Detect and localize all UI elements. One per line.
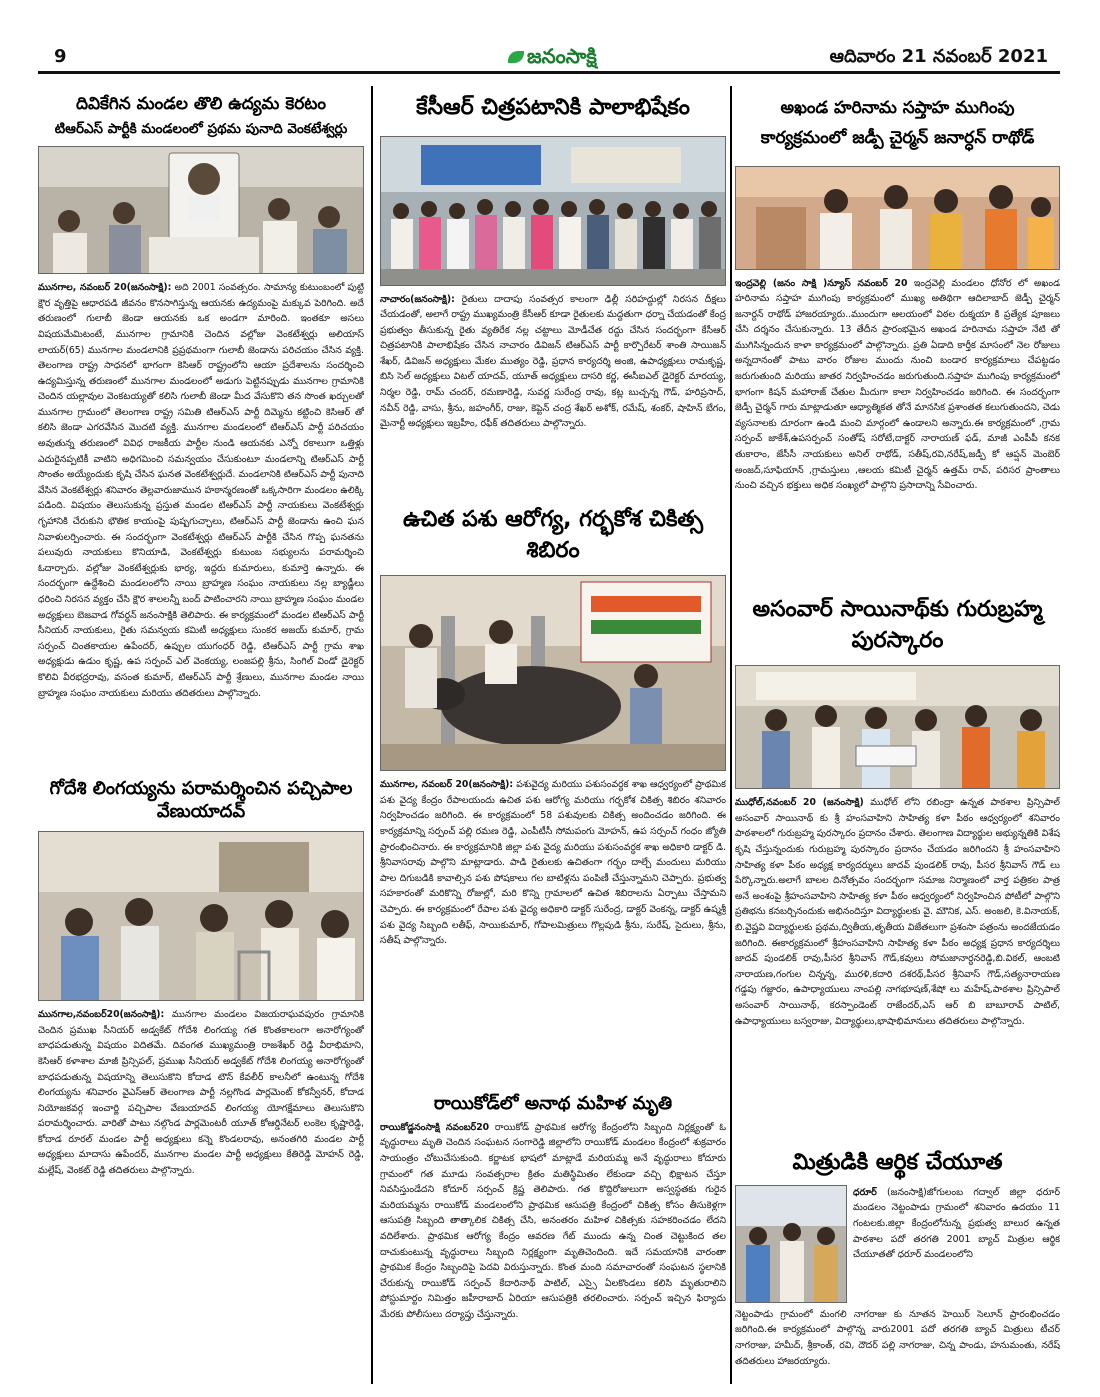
edition-date: ఆదివారం 21 నవంబర్ 2021 [829, 46, 1048, 67]
subheadline: టిఆర్ఎస్ పార్టీకి మండలంలో ప్రథమ పునాది వెంకటేశ్వర్లు [54, 121, 348, 138]
story-body: నాచారం(జనంసాక్షి): రైతులు దాదాపు సంవత్సర కాలంగా ఢిల్లీ సరిహద్దుల్లో నిరసన దీక్షలు చేయడంతో, అలాగే రాష్ట్ర ముఖ్యమంత్రి కేసీఆర్ కూడా రైతులకు మద్దతుగా ధర్నా చేయడంతో కేంద్ర ప్రభుత్వం తీసుకున్న రైతు వ్యతిరేక నల్ల చట్టాలు మోడీచేత రద్దు చేసిన సందర్భంగా కేసీఆర్ చిత్రపటానికి పాలాభిషేకం చేసిన నాచారం డివిజన్ టిఆర్ఎస్ పార్టీ కార్పొరేటర్ శాంతి సాయిజన్ శేఖర్, డివిజన్ అధ్యక్షులు మేకల ముత్యం రెడ్డి, ప్రధాన కార్యదర్శి అంజి, ఉపాధ్యక్షులు రామకృష్ణ, బిసి సెల్ అధ్యక్షులు విటల్ యాదవ్, యూత్ అధ్యక్షులు దాసరి కర్ణ, ఈసీఐఎల్ డైరెక్టర్ మారయ్య, నిర్మల రెడ్డి, రామ్ చందర్, రమణారెడ్డి, సువర్ణ సురేంద్ర రావు, కట్ల బుచ్చన్న గౌడ్, హరిప్రసాద్, నవీన్ రెడ్డి, వాసు, శ్రీను, జహంగీర్, రాజు, కెప్టెన్ చంద్ర శేఖర్ అశోక్, రమేష్, శంకర్, షాహిన్ బేగం, మైనార్టీ అధ్యక్షులు ఇబ్రహీం, రఫీక్ తదితరులు పాల్గొన్నారు. [380, 293, 726, 430]
story-body: మునగాల, నవంబర్ 20(జనంసాక్షి): పశువైద్య మరియు పశుసంవర్ధక శాఖ ఆధ్వర్యంలో ప్రాథమిక పశు వైద్య కేంద్రం రేపాలయందు ఉచిత పశు ఆరోగ్య మరియు గర్భకోశ చికిత్స శిబిరం శనివారం నిర్వహించడం జరిగింది. ఈ కార్యక్రమంలో 58 పశువులకు చికిత్స అందించడం జరిగింది. ఈ కార్యక్రమాన్ని సర్పంచ్ పల్లి రమణ రెడ్డి, ఎంపీటీసీ సోమపంగు మోహన్, ఉప సర్పంచ్ గంధం జ్యోతి ప్రారంభించినారు. ఈ కార్యక్రమానికి జిల్లా పశు వైద్య మరియు పశుసంవర్ధక శాఖ అధికారి డాక్టర్ డి. శ్రీనివాసరావు పాల్గొని మాట్లాడారు. పాడి రైతులకు ఉచితంగా గర్భం దాల్చే మందులు మరియు పాల దిగుబడికి కావాల్సిన పశు పోషకాలు గల బాటిళ్లను పంపిణీ చేస్తున్నామని చెప్పారు. ప్రభుత్వ సహకారంతో మరికొన్ని రోజుల్లో, మరి కొన్ని గ్రామాలలో ఉచిత శిబిరాలను ఏర్పాటు చేస్తామని చెప్పారు. ఈ కార్యక్రమంలో రేపాల పశు వైద్య అధికారి డాక్టర్ సురేంద్ర, డాక్టర్ వెంకన్న, డాక్టర్ ఉష్మశ్రీ పశు వైద్య సిబ్బంది లతీఫ్, సాయికుమార్, గోపాలమిత్రులు గొల్లపుడి శ్రీను, సురేష్, సైదులు, శ్రీను, సతీష్ పాల్గొన్నారు. [380, 779, 726, 947]
story-body: ముధోల్,నవంబర్ 20 (జనంసాక్షి) ముధోల్ లోని రబింద్రా ఉన్నత పాఠశాల ప్రిన్సిపాల్ అసంవార్ సాయినాథ్ కు శ్రీ హంసవాహిని సాహిత్య కళా పీఠం ఆధ్వర్యంలో శనివారం పాఠశాలలో గురుబ్రహ్మ పురస్కారం ప్రదానం చేశారు. తెలంగాణ విద్యార్థుల అభ్యున్నతికి విశేష కృషి చేస్తున్నందుకు గురుబ్రహ్మ పురస్కారం ప్రదానం చేయడం జరిగిందని శ్రీ హంసవాహిని సాహిత్య కళా పీఠం అధ్యక్ష కార్యదర్శులు జాదవ్ పుండలిక్ రావు, పీసర శ్రీనివాస్ గౌడ్ లు పేర్కొన్నారు.అలాగే బాలల దినోత్సవం సందర్భంగా సమాజ నిర్మాణంలో వార్త పత్రికల పాత్ర అనే అంశంపై శ్రీహంసవాహిని సాహిత్య కళా పీఠం ఆధ్వర్యంలో నిర్వహించిన పోటీలో పాల్గొని ప్రతిభను కనబర్చినందుకు అభినందిస్తూ విద్యార్థులకు వై. మౌనిక, ఎస్. అంజలి, కె.వినాయక్, బి.వైష్ణవి విద్యార్థులకు ప్రథమ,ద్వితీయ,తృతీయ విజేతలుగా ప్రశంసా పత్రంను అందజేయడం జరిగింది. ఈకార్యక్రమంలో శ్రీహంసవాహిని సాహిత్య కళా పీఠం అధ్యక్ష ప్రధాన కార్యదర్శిలు జాదవ్ పుండలిక్ రావు,పీసర శ్రీనివాస్ గౌడ్,కవులు సోమజానార్ధనరెడ్డి,బి.విఠల్, ఆంబటి నారాయణ,గంగుల చిన్నన్న, మురళి,కదారి దశరథ్,పీసర శ్రీనివాస్ గౌడ్,సత్యనారాయణ గడ్డపు గజ్జారం, ఉపాధ్యాయులు నాంపల్లి నాగభూషణ్,శేషో లు మహేష్,పాఠశాల ప్రిన్సిపాల్ అసంవార్ సాయినాథ్, కరస్పాండెంట్ రాజేందర్,ఎస్ ఆర్ బి బాబూరావ్ పాటిల్, ఉపాధ్యాయులు బస్వరాజు, విద్యార్థులు,భాషాభిమానులు తదితరులు పాల్గొన్నారు. [735, 797, 1060, 1027]
photo-palabhishekam [380, 136, 726, 286]
headline: అఖండ హరినామ సప్తాహ ముగింపు కార్యక్రమంలో జడ్పీ చైర్మన్ జనార్ధన్ రాథోడ్ [760, 98, 1035, 148]
column-right [735, 86, 1060, 1384]
headline: అసంవార్ సాయినాథ్‌కు గురుబ్రహ్మ పురస్కారం [752, 596, 1043, 654]
photo-friends [735, 1185, 847, 1303]
story-body: ఇంద్రవెల్లి (జనం సాక్షి )న్యూస్ నవంబర్ 20 ఇంద్రవెల్లి మండలం ధోనోర లో అఖండ హరినామ సప్తాహ ముగింపు కార్యక్రమంలో ముఖ్య అతిథిగా ఆదిలాబాద్ జెడ్పీ చైర్మన్ జనార్దన్ రాథోడ్ హాజరయ్యారు..ముందుగా ఆలయంలో విఠల రుక్మయా కి ప్రత్యేక పూజలు చేసి దర్శనం చేసుకున్నారు. 13 తేదీన ప్రారంభమైన అఖండ హరినామ సప్తాహ నేటి తో ముగిసిన్నందున కాళా కార్యక్రమంలో పాల్గొన్నారు. ప్రతి ఏడాది కార్తీక మాసంలో నెల రోజులు అన్నదానంతో పాటు వారం రోజుల ముందు నుంచి బండార కార్యక్రమాలు చేపట్టడం జరుగుతుంది మరియు జాతర నిర్వహించడం జరుగుతుంది.సప్తాహ ముగింపు కార్యక్రమంలో భాగంగా కిషన్ మహారాజ్ చేతుల మీదుగా కాలా నిర్వహించడం జరిగింది. ఈ సందర్భంగా జెడ్పీ చైర్మన్ గారు మాట్లాడుతూ ఆధ్యాత్మికత తోనే మానసిక ప్రశాంతత కలుగుతుందని, చెడు వ్యసనాలకు దూరంగా ఉండి మంచి మార్గంలో ఉండాలని అన్నారు.ఈ కార్యక్రమంలో ,గ్రామ సర్పంచ్ జాకేశ్,ఉపసర్పంచ్ సంతోష్ సరోటే,దాక్టర్ నారాయణ్ ఫడ్, మాజీ ఎంపీపీ కనక తుకారాం, జేసీసీ నాయకులు అనిల్ రాథోడ్, సతీష్,రవి,నరేష్,జడ్పీ కో ఆప్షన్ మెంబెర్ అంజద్,సూఫియాన్ ,గ్రామస్తులు ,ఆలయ కమిటీ చైర్మన్ ఉత్తమ్ రావ్, పరిసర ప్రాంతాలు నుంచి వచ్చిన భక్తులు అధిక సంఖ్యలో పాల్గొని ప్రసాదాన్ని సేవించారు. [735, 277, 1060, 492]
story-dateline: మునగాల, నవంబర్ 20(జనంసాక్షి): [380, 779, 514, 791]
photo-palabhishekam-image [381, 137, 726, 286]
story-dateline: రాయికోడ్జనంసాక్షి నవంబర్20 [380, 1121, 490, 1133]
headline: మిత్రుడికి ఆర్థిక చేయూత [792, 1150, 1003, 1176]
headline: ఉచిత పశు ఆరోగ్య, గర్భకోశ చికిత్స శిబిరం [402, 506, 704, 564]
photo-friends-image [736, 1186, 847, 1303]
photo-veterinary-camp-image [381, 576, 726, 771]
story-body: రాయికోడ్జనంసాక్షి నవంబర్20 రాయికోడ్ ప్రాథమిక ఆరోగ్య కేంద్రంలోని సిబ్బంది నిర్లక్ష్యంతో ఓ వృద్ధురాలు మృతి చెందిన సంఘటన సంగారెడ్డి జిల్లాలోని రాయికోడ్ మండలం కేంద్రంలో శుక్రవారం సాయంత్రం చోటుచేసుకుంది. కర్ణాటక భాషలో మాట్లాడే మరియమ్మ అనే వృద్ధురాలు కోదూరు గ్రామంలో గత మూడు సంవత్సరాల క్రితం మతిస్థిమితం లేకుండా వచ్చి భిక్షాటన చేస్తూ నివసిస్తుండేదని కోదూర్ సర్పంచ్ క్రిష్ణ తెలిపారు. గత కొద్దిరోజులుగా అస్వస్థతకు గురైన మరియమ్మను రాయికోడ్ మండలంలోని ప్రాథమిక ఆసుపత్రి కేంద్రంలో చికిత్స కోసం తీసుకెళ్లగా ఆసుపత్రి సిబ్బంది తాత్కాలిక చికిత్స చేసి, అనంతరం మహిళ చికిత్సకు సహకరించడం లేదని వదిలేశారు. ప్రాథమిక ఆరోగ్య కేంద్రం ఆవరణ గేట్ ముందు ఉన్న చింత చెట్టుకింద తల దాచుకుంటున్న వృద్ధురాలు సిబ్బంది నిర్లక్ష్యంగా మృతిచెందింది. ఇదే సమయానికి వారంతా ప్రాథమిక కేంద్రం సిబ్బందిపై పెదవి విరుస్తున్నారు. కొంత మంది సమాచారంతో సంఘటన స్థలానికి చేరుకున్న రాయికోడ్ సర్పంచ్ కేదారినాథ్ పాటిల్, ఎస్సై ఏలకొండలు కలిసి మృతురాలిని పోస్టుమార్టం నిమిత్తం జహీరాబాద్ ఏరియా ఆసుపత్రికి తరలించారు. సర్పంచ్ ఇచ్చిన ఫిర్యాదు మేరకు పోలీసులు దర్యాప్తు చేస్తున్నారు. [380, 1121, 726, 1320]
column-middle [380, 86, 726, 1384]
story-body: ధరూర్ (జనంసాక్షి)జోగులంబ గద్వాల్ జిల్లా ధరూర్ మండలం నెట్టంపాడు గ్రామంలో శనివారం ఉదయం 11 గంటలకు.జిల్లా కేంద్రంలోనున్న ప్రభుత్వ బాలుర ఉన్నత పాఠశాల పదో తరగతి 2001 బ్యాచ్ మిత్రుల ఆర్థిక చేయూతతో ధరూర్ మండలంలోని [853, 1186, 1060, 1261]
photo-harinama-image [736, 167, 1060, 270]
photo-harinama [735, 166, 1060, 270]
photo-tribute-image [39, 147, 364, 274]
masthead [38, 44, 1060, 74]
column-left [38, 86, 364, 1384]
column-rule [371, 86, 373, 1384]
photo-tribute [38, 146, 364, 274]
story-body: మునగాల,నవంబర్20(జనంసాక్షి): మునగాల మండలం విజయరాఘవపురం గ్రామానికి చెందిన ప్రముఖ సీనియర్ అడ్వకేట్ గోదేశి లింగయ్య గత కొంతకాలంగా అనారోగ్యంతో బాధపడుతున్న విషయం విదితమే. దివంగత ముఖ్యమంత్రి రాజశేఖర్ రెడ్డి వీరాభిమాని, కెసిఆర్ కళాశాల మాజీ ప్రిన్సిపల్, ప్రముఖ సీనియర్ అడ్వకేట్ గోదేశి లింగయ్య అనారోగ్యంతో బాధపడుతున్న విషయాన్ని తెలుసుకొని కోదాడ టౌన్ కేవలీర్ కాలనీలో ఉంటున్న గోదేశి లింగయ్యను శనివారం వైఎస్ఆర్ తెలంగాణ పార్టీ నల్లగొండ పార్లమెంట్ కోకన్వీనర్, కోదాడ నియోజకవర్గ ఇంచార్జి పచ్చిపాల వేణుయాదవ్ లింగయ్య యోగక్షేమాలు తెలుసుకొని పరామర్శించారు. వారితో పాటు నల్గొండ పార్లమెంటరీ యూత్ కోఆర్డినేటర్ లంకెల కృష్ణారెడ్డి, కోదాడ రూరల్ మండల పార్టీ అధ్యక్షులు కన్నె కొండలరావు, అనంతగిరి మండల పార్టీ అధ్యక్షులు మాదాసు ఉపేందర్, మునగాల మండల పార్టీ అధ్యక్షులు కేతిరెడ్డి మోహన్ రెడ్డి, మల్లేష్, వెంకట్ రెడ్డి తదితరులు పాల్గొన్నారు. [38, 1009, 364, 1177]
headline: దివికేగిన మండల తొలి ఉద్యమ కెరటం [75, 94, 327, 114]
story-dateline: మునగాల, నవంబర్ 20(జనంసాక్షి): [38, 282, 172, 294]
story-with-photo [735, 1185, 1060, 1303]
story-dateline: నాచారం(జనంసాక్షి): [380, 293, 455, 305]
story-dateline: ఇంద్రవెల్లి (జనం సాక్షి )న్యూస్ నవంబర్ 20 [735, 277, 908, 289]
leaf-icon [508, 51, 524, 63]
headline: రాయికోడ్‌లో అనాథ మహిళ మృతి [433, 1093, 673, 1115]
story-body: నెట్టంపాడు గ్రామంలో మంగలి నాగరాజు కు నూతన హెయిర్ సెలూన్ ప్రారంభించడం జరిగింది.ఈ కార్యక్రమంలో పాల్గొన్న వారు2001 పదో తరగతి బ్యాచ్ మిత్రులు టీచర్ నాగరాజు, హమీద్, శ్రీకాంత్, రవి, దౌదర్ పల్లి నాగరాజు, చిన్న పాండు, హనుమంతు, నరేష్ తదితరులు హాజరయ్యారు. [735, 1308, 1060, 1367]
page-number: 9 [54, 46, 67, 67]
photo-visit [38, 831, 364, 1001]
photo-award-image [736, 666, 1060, 789]
photo-award [735, 665, 1060, 789]
newspaper-logo: జనంసాక్షి [508, 44, 597, 73]
story-dateline: మునగాల,నవంబర్20(జనంసాక్షి): [38, 1009, 165, 1021]
photo-veterinary-camp [380, 575, 726, 771]
headline: గోదేశి లింగయ్యను పరామర్శించిన పచ్చిపాల వేణుయాదవ్ [49, 778, 353, 822]
story-body: మునగాల, నవంబర్ 20(జనంసాక్షి): అది 2001 సంవత్సరం. సామాన్య కుటుంబంలో పుట్టి క్షౌర వృత్తిపై ఆధారపడి జీవనం కొనసాగిస్తున్న ఆయనకు ఉద్యమంపై మక్కువ పెరిగింది. అదే తరుణంలో గులాబీ జెండా ఆయనకు ఒక అండగా మారింది. ఇంతకూ అసలు విషయమేమిటంటే, మునగాల గ్రామానికి చెందిన వల్లోజు వెంకటేశ్వర్లు అలియాస్ లాయర్(65) మునగాల మండలానికి ప్రప్రథమంగా గులాబీ జెండాను పరిచయం చేసిన వ్యక్తి. తెలంగాణ రాష్ట్ర సాధనలో భాగంగా కెసిఆర్ రాష్ట్రంలోని ఆయా ప్రదేశాలను సందర్శించి ఉద్యమిస్తున్న తరుణంలో మునగాల మండలంలో అడుగు పెట్టినప్పుడు మునగాల గ్రామానికి చెందిన యల్లావుల వెంకటయ్యతో కలిసి గులాబీ జెండా మీద వేసుకొని తన సొంత ఖర్చులతో మునగాల గ్రామంలో తెలంగాణ రాష్ట్ర సమితి టిఆర్ఎస్ పార్టీ దిమ్మెను కట్టించి కెసిఆర్ తో కలిసి జెండా ఎగరవేసిన మొదటి వ్యక్తి. మునగాల మండలంలో టిఆర్ఎస్ పార్టీ పరిచయం అవుతున్న తరుణంలో వివిధ రాజకీయ పార్టీల నుండి ఆయనకు ఎన్నో రకాలుగా ఒత్తిళ్లు ఎదురైనప్పటికీ వాటిని అధిగమించి సమన్వయం చేసుకుంటూ మండలాన్ని టిఆర్ఎస్ పార్టీ సొంతం అయ్యేందుకు కృషి చేసిన ఘనత వెంకటేశ్వర్లుదే. మండలానికి టిఆర్ఎస్ పార్టీ పునాది వేసిన వెంకటేశ్వర్లు శనివారం తెల్లవారుజామున హఠాన్మరణంతో ఒక్కసారిగా మండలం ఉలిక్కి పడింది. విషయం తెలుసుకున్న ప్రస్తుత మండల టిఆర్ఎస్ పార్టీ నాయకులు వెంకటేశ్వర్లు గృహానికి చేరుకుని భౌతిక కాయంపై పుష్పగుచ్ఛాలు, టిఆర్ఎస్ పార్టీ జెండాను ఉంచి ఘన నివాళులర్పించారు. ఈ సందర్భంగా వెంకటేశ్వర్లు టిఆర్ఎస్ పార్టీకి చేసిన గొప్ప ఘనతను పలువురు నాయకులు కొనియాడి, వెంకటేశ్వర్లు కుటుంబ సభ్యులను పరామర్శించి ఓదార్చారు. వల్లోజు వెంకటేశ్వర్లుకు భార్య, ఇద్దరు కుమారులు, కుమార్తె ఉన్నారు. ఈ సందర్భంగా ఉద్దేశించి మండలంలోని నాయి బ్రాహ్మణ సంఘం నాయకులు నల్ల బ్యాడ్జీలు ధరించి నిరసన వ్యక్తం చేసి క్షౌర శాలలన్నీ బంద్ పాటించారని నాయి బ్రాహ్మణ సంఘం మండల అధ్యక్షులు బెజవాడ గోవర్ధన్ జనంసాక్షికి తెలిపారు. ఈ కార్యక్రమంలో మండల టిఆర్ఎస్ పార్టీ సీనియర్ నాయకులు, రైతు సమన్వయ కమిటీ అధ్యక్షులు సుంకర అజయ్ కుమార్, గ్రామ సర్పంచ్ చింతకాయల ఉపేందర్, ఉప్పుల యుగంధర్ రెడ్డి, టిఆర్ఎస్ పార్టీ గ్రామ శాఖ అధ్యక్షుడు ఉడుం కృష్ణ, ఉప సర్పంచ్ ఎల్ వెంకయ్య, లంజపల్లి శ్రీను, సింగిల్ విండో డైరెక్టర్ కొలివి వీరభద్రరావు, వసంత కుమార్, టిఆర్ఎస్ పార్టీ శ్రేణులు, మునగాల మండల నాయి బ్రాహ్మణ సంఘం నాయకులు మరియు తదితరులు పాల్గొన్నారు. [38, 282, 364, 699]
photo-visit-image [39, 832, 364, 1001]
story-dateline: ధరూర్ [853, 1186, 877, 1198]
column-rule [730, 86, 732, 1384]
story-dateline: ముధోల్,నవంబర్ 20 (జనంసాక్షి) [735, 797, 864, 809]
headline: కేసీఆర్ చిత్రపటానికి పాలాభిషేకం [416, 95, 690, 120]
